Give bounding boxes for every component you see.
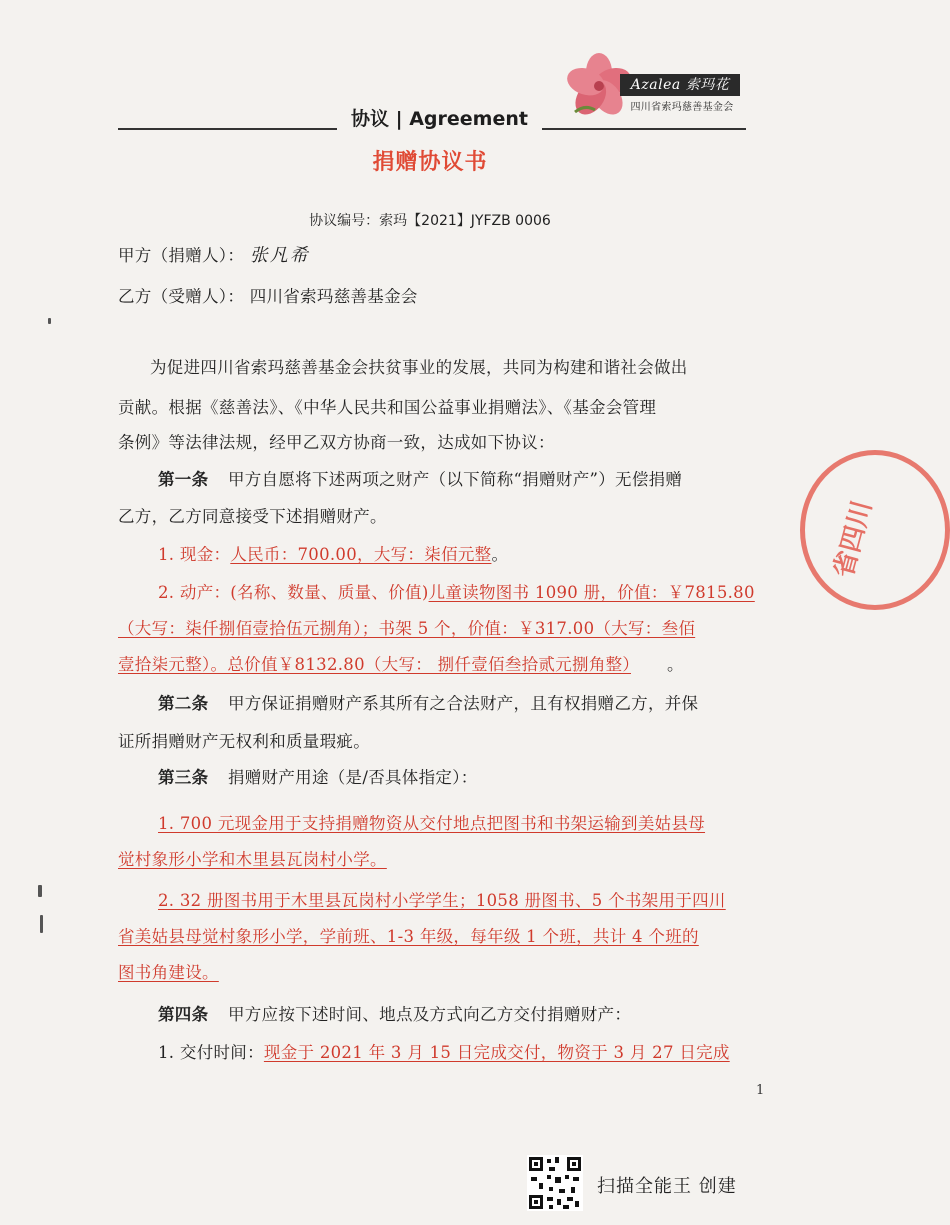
article-4-text: 甲方应按下述时间、地点及方式向乙方交付捐赠财产：	[227, 1005, 632, 1024]
goods-books-value: 儿童读物图书 1090 册，价值：￥7815.80	[428, 583, 755, 602]
delivery-time-value: 现金于 2021 年 3 月 15 日完成交付，物资于 3 月 27 日完成	[263, 1043, 730, 1062]
party-b	[118, 287, 418, 307]
party-b-label: 乙方（受赠人）：	[118, 287, 245, 306]
use-2-line-3: 图书角建设。	[118, 963, 219, 982]
logo-brand: Azalea 索玛花	[620, 74, 740, 96]
use-2-line-1: 2. 32 册图书用于木里县瓦岗村小学学生；1058 册图书、5 个书架用于四川	[158, 891, 726, 910]
cash-value: 人民币：700.00，大写：柒佰元整	[230, 545, 492, 564]
cash-label: 1. 现金：	[158, 545, 231, 564]
header-tab: 协议 | Agreement	[337, 106, 542, 132]
scan-mark	[40, 915, 43, 933]
delivery-time-line	[158, 1043, 730, 1063]
page-number: 1	[756, 1083, 765, 1098]
seal-text: 省四川	[828, 497, 879, 581]
party-a-signature: 张凡希	[249, 245, 310, 266]
official-seal	[800, 450, 950, 610]
article-3-text: 捐赠财产用途（是/否具体指定）：	[227, 768, 478, 787]
use-2-line-2: 省美姑县母觉村象形小学，学前班、1-3 年级，每年级 1 个班，共计 4 个班的	[118, 927, 699, 946]
goods-total-value: 壹拾柒元整）。总价值￥8132.80（大写： 捌仟壹佰叁拾贰元捌角整）	[118, 655, 631, 674]
article-3-line-1	[158, 768, 478, 788]
article-2-text: 甲方保证捐赠财产系其所有之合法财产，且有权捐赠乙方，并保	[227, 694, 699, 713]
article-4-heading: 第四条	[158, 1005, 209, 1024]
article-1-line-1	[158, 470, 682, 490]
article-4-line-1	[158, 1005, 631, 1025]
party-b-name: 四川省索玛慈善基金会	[249, 287, 418, 306]
article-3-heading: 第三条	[158, 768, 209, 787]
qr-code-icon	[527, 1155, 583, 1211]
use-1-line-1: 1. 700 元现金用于支持捐赠物资从交付地点把图书和书架运输到美姑县母	[158, 814, 706, 833]
goods-line-1	[158, 583, 755, 603]
use-1-line-2: 觉村象形小学和木里县瓦岗村小学。	[118, 850, 387, 869]
party-a	[118, 246, 310, 266]
intro-line-3: 条例》等法律法规，经甲乙双方协商一致，达成如下协议：	[118, 433, 555, 452]
party-a-label: 甲方（捐赠人）：	[118, 246, 245, 265]
cash-suffix: 。	[491, 545, 509, 564]
article-2-heading: 第二条	[158, 694, 209, 713]
article-2-line-1	[158, 694, 698, 714]
article-1-text: 甲方自愿将下述两项之财产（以下简称“捐赠财产”）无偿捐赠	[227, 470, 683, 489]
intro-line-2: 贡献。根据《慈善法》、《中华人民共和国公益事业捐赠法》、《基金会管理	[118, 398, 657, 417]
agreement-number: 协议编号：索玛【2021】JYFZB 0006	[309, 213, 551, 229]
document-title: 捐赠协议书	[372, 150, 488, 175]
intro-line-1: 为促进四川省索玛慈善基金会扶贫事业的发展，共同为构建和谐社会做出	[150, 358, 688, 377]
goods-line-2: （大写：柒仟捌佰壹拾伍元捌角）；书架 5 个，价值：￥317.00（大写：叁佰	[118, 619, 696, 638]
logo-org-name: 四川省索玛慈善基金会	[630, 102, 734, 113]
goods-line-3	[118, 655, 684, 675]
article-1-line-2: 乙方，乙方同意接受下述捐赠财产。	[118, 507, 387, 526]
article-2-line-2: 证所捐赠财产无权利和质量瑕疵。	[118, 732, 370, 751]
delivery-time-label: 1. 交付时间：	[158, 1043, 264, 1062]
scan-mark	[48, 318, 51, 324]
article-1-heading: 第一条	[158, 470, 209, 489]
goods-label: 2. 动产：(名称、数量、质量、价值)	[158, 583, 429, 602]
cash-line	[158, 545, 508, 565]
scan-mark	[38, 885, 42, 897]
goods-suffix: 。	[666, 655, 684, 674]
scanner-credit: 扫描全能王 创建	[597, 1176, 737, 1197]
